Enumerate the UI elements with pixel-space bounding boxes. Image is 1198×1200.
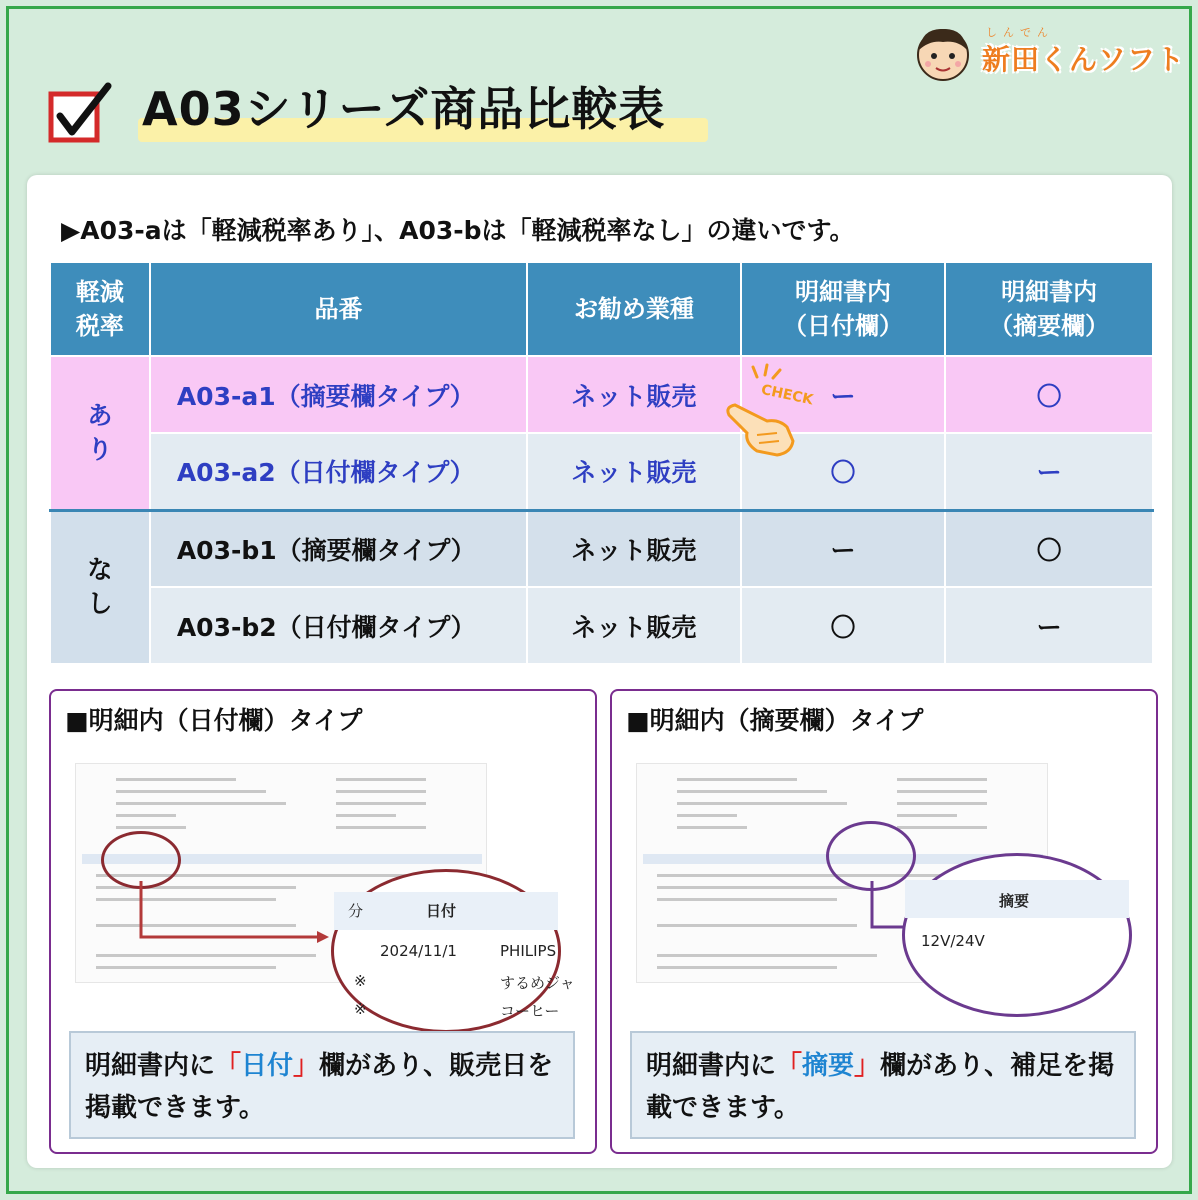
zoom-item: PHILIPS	[500, 942, 557, 960]
note-text: 明細書内に	[85, 1051, 216, 1081]
note-text: 欄があり、販売日を掲載できます。	[85, 1051, 554, 1123]
header-date-col: 明細書内 （日付欄）	[741, 262, 946, 356]
page-title: A03シリーズ商品比較表	[142, 82, 666, 136]
header-tax: 軽減 税率	[50, 262, 150, 356]
header-product: 品番	[150, 262, 527, 356]
date-mark-cell: ー	[741, 356, 946, 433]
checkbox-checked-icon	[48, 82, 112, 146]
table-header-row	[50, 262, 1153, 356]
logo-ruby: しんでん	[986, 26, 1054, 39]
summary-mark-cell: 〇	[945, 356, 1153, 433]
date-type-panel	[49, 689, 597, 1154]
check-label: CHECK	[759, 381, 815, 409]
table-row	[50, 356, 1153, 433]
note-keyword: 摘要	[802, 1051, 855, 1081]
note-keyword: 日付	[241, 1051, 294, 1081]
summary-mark-cell: ー	[945, 433, 1153, 510]
page-title-wrap	[138, 78, 665, 148]
note-quote: 「	[215, 1051, 242, 1081]
intro-text: ▶A03-aは「軽減税率あり」、A03-bは「軽減税率なし」の違いです。	[61, 216, 855, 245]
zoom-item: するめジャ	[500, 974, 575, 992]
arrow-icon	[131, 881, 331, 961]
comparison-table	[49, 261, 1154, 665]
zoom-item: コーヒー	[500, 1002, 560, 1020]
group-label-ari: あ り	[50, 356, 150, 510]
note-quote: 」	[293, 1051, 320, 1081]
zoom-circle	[331, 869, 575, 1033]
zoom-value: 12V/24V	[921, 932, 985, 950]
table-row	[50, 510, 1153, 587]
product-cell: A03-b2（日付欄タイプ）	[150, 587, 527, 664]
note-text: 欄があり、補足を掲載できます。	[646, 1051, 1115, 1123]
panel-title: ■明細内（摘要欄）タイプ	[626, 706, 924, 735]
product-cell: A03-a2（日付欄タイプ）	[150, 433, 527, 510]
product-cell: A03-b1（摘要欄タイプ）	[150, 510, 527, 587]
boy-face-icon	[912, 24, 974, 82]
industry-cell: ネット販売	[527, 587, 741, 664]
zoom-header-left: 分	[348, 902, 364, 920]
panel-title: ■明細内（日付欄）タイプ	[65, 706, 363, 735]
zoom-header: 摘要	[999, 892, 1030, 910]
summary-mark-cell: ー	[945, 587, 1153, 664]
group-label-nashi: な し	[50, 510, 150, 664]
industry-cell: ネット販売	[527, 433, 741, 510]
header-summary-col: 明細書内 （摘要欄）	[945, 262, 1153, 356]
date-mark-cell: 〇	[741, 433, 946, 510]
zoom-header: 日付	[426, 902, 457, 920]
zoom-mark: ※	[354, 972, 367, 990]
summary-mark-cell: 〇	[945, 510, 1153, 587]
industry-cell: ネット販売	[527, 356, 741, 433]
pointing-hand-check-icon	[717, 363, 827, 459]
logo-text: 新田くんソフト	[982, 43, 1186, 76]
date-mark-cell: ー	[741, 510, 946, 587]
product-cell: A03-a1（摘要欄タイプ）	[150, 356, 527, 433]
note-quote: 」	[854, 1051, 881, 1081]
brand-logo	[912, 22, 1186, 82]
summary-type-note	[630, 1031, 1136, 1139]
date-mark-cell: 〇	[741, 587, 946, 664]
zoom-mark: ※	[354, 1000, 367, 1018]
zoom-date: 2024/11/1	[380, 942, 457, 960]
note-text: 明細書内に	[646, 1051, 777, 1081]
zoom-circle	[902, 853, 1132, 1017]
table-row	[50, 433, 1153, 510]
table-row	[50, 587, 1153, 664]
header-industry: お勧め業種	[527, 262, 741, 356]
summary-type-panel	[610, 689, 1158, 1154]
content-card	[27, 175, 1172, 1168]
date-type-note	[69, 1031, 575, 1139]
industry-cell: ネット販売	[527, 510, 741, 587]
note-quote: 「	[776, 1051, 803, 1081]
